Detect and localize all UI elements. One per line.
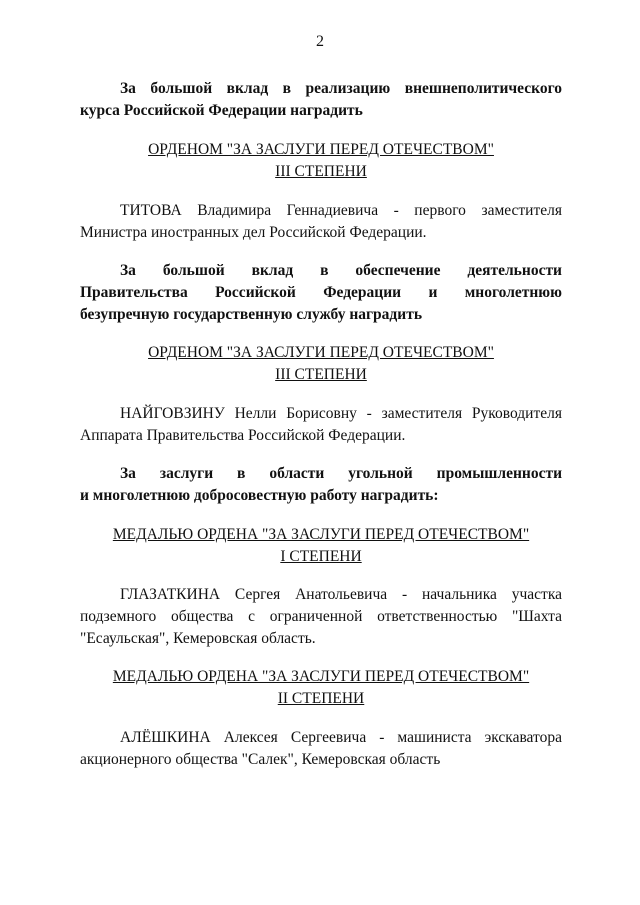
section-3-award-2-recipient <box>80 727 562 771</box>
section-2-award-title <box>80 342 562 386</box>
award-line: ОРДЕНОМ "ЗА ЗАСЛУГИ ПЕРЕД ОТЕЧЕСТВОМ" <box>148 344 494 361</box>
section-2-recipient <box>80 403 562 447</box>
intro-line: и многолетнюю добросовестную работу наградить: <box>80 487 439 504</box>
page-number: 2 <box>316 33 324 50</box>
award-line: ОРДЕНОМ "ЗА ЗАСЛУГИ ПЕРЕД ОТЕЧЕСТВОМ" <box>148 141 494 158</box>
section-3-award-1-title <box>80 524 562 568</box>
section-3-award-2-title <box>80 666 562 710</box>
section-2-intro <box>80 260 562 326</box>
section-1-award-title <box>80 139 562 183</box>
recipient-line: Министра иностранных дел Российской Федерации. <box>80 224 427 241</box>
intro-line: курса Российской Федерации наградить <box>80 102 363 119</box>
award-degree: I СТЕПЕНИ <box>280 548 362 565</box>
award-degree: III СТЕПЕНИ <box>275 366 367 383</box>
award-line: МЕДАЛЬЮ ОРДЕНА "ЗА ЗАСЛУГИ ПЕРЕД ОТЕЧЕСТВОМ" <box>112 668 530 685</box>
intro-line: За большой вклад в реализацию внешнеполитического <box>120 80 562 97</box>
recipient-line: ТИТОВА Владимира Геннадиевича - первого заместителя <box>120 202 562 219</box>
section-1-intro <box>80 78 562 122</box>
recipient-line: Аппарата Правительства Российской Федерации. <box>80 427 406 444</box>
recipient-line: подземного общества с ограниченной ответственностью "Шахта <box>80 608 562 625</box>
recipient-line: НАЙГОВЗИНУ Нелли Борисовну - заместителя Руководителя <box>120 405 562 422</box>
award-degree: II СТЕПЕНИ <box>277 690 365 707</box>
intro-line: За большой вклад в обеспечение деятельности <box>120 262 562 279</box>
recipient-line: акционерного общества "Салек", Кемеровская область <box>80 751 441 768</box>
intro-line: безупречную государственную службу наградить <box>80 306 423 323</box>
intro-line: Правительства Российской Федерации и многолетнюю <box>80 284 562 301</box>
award-degree: III СТЕПЕНИ <box>275 163 367 180</box>
intro-line: За заслуги в области угольной промышленности <box>120 465 562 482</box>
section-3-intro <box>80 463 562 507</box>
recipient-line: АЛЁШКИНА Алексея Сергеевича - машиниста экскаватора <box>120 729 562 746</box>
section-1-recipient <box>80 200 562 244</box>
award-line: МЕДАЛЬЮ ОРДЕНА "ЗА ЗАСЛУГИ ПЕРЕД ОТЕЧЕСТВОМ" <box>112 526 530 543</box>
recipient-line: ГЛАЗАТКИНА Сергея Анатольевича - начальника участка <box>120 586 562 603</box>
section-3-award-1-recipient <box>80 584 562 650</box>
recipient-line: "Есаульская", Кемеровская область. <box>80 630 316 647</box>
